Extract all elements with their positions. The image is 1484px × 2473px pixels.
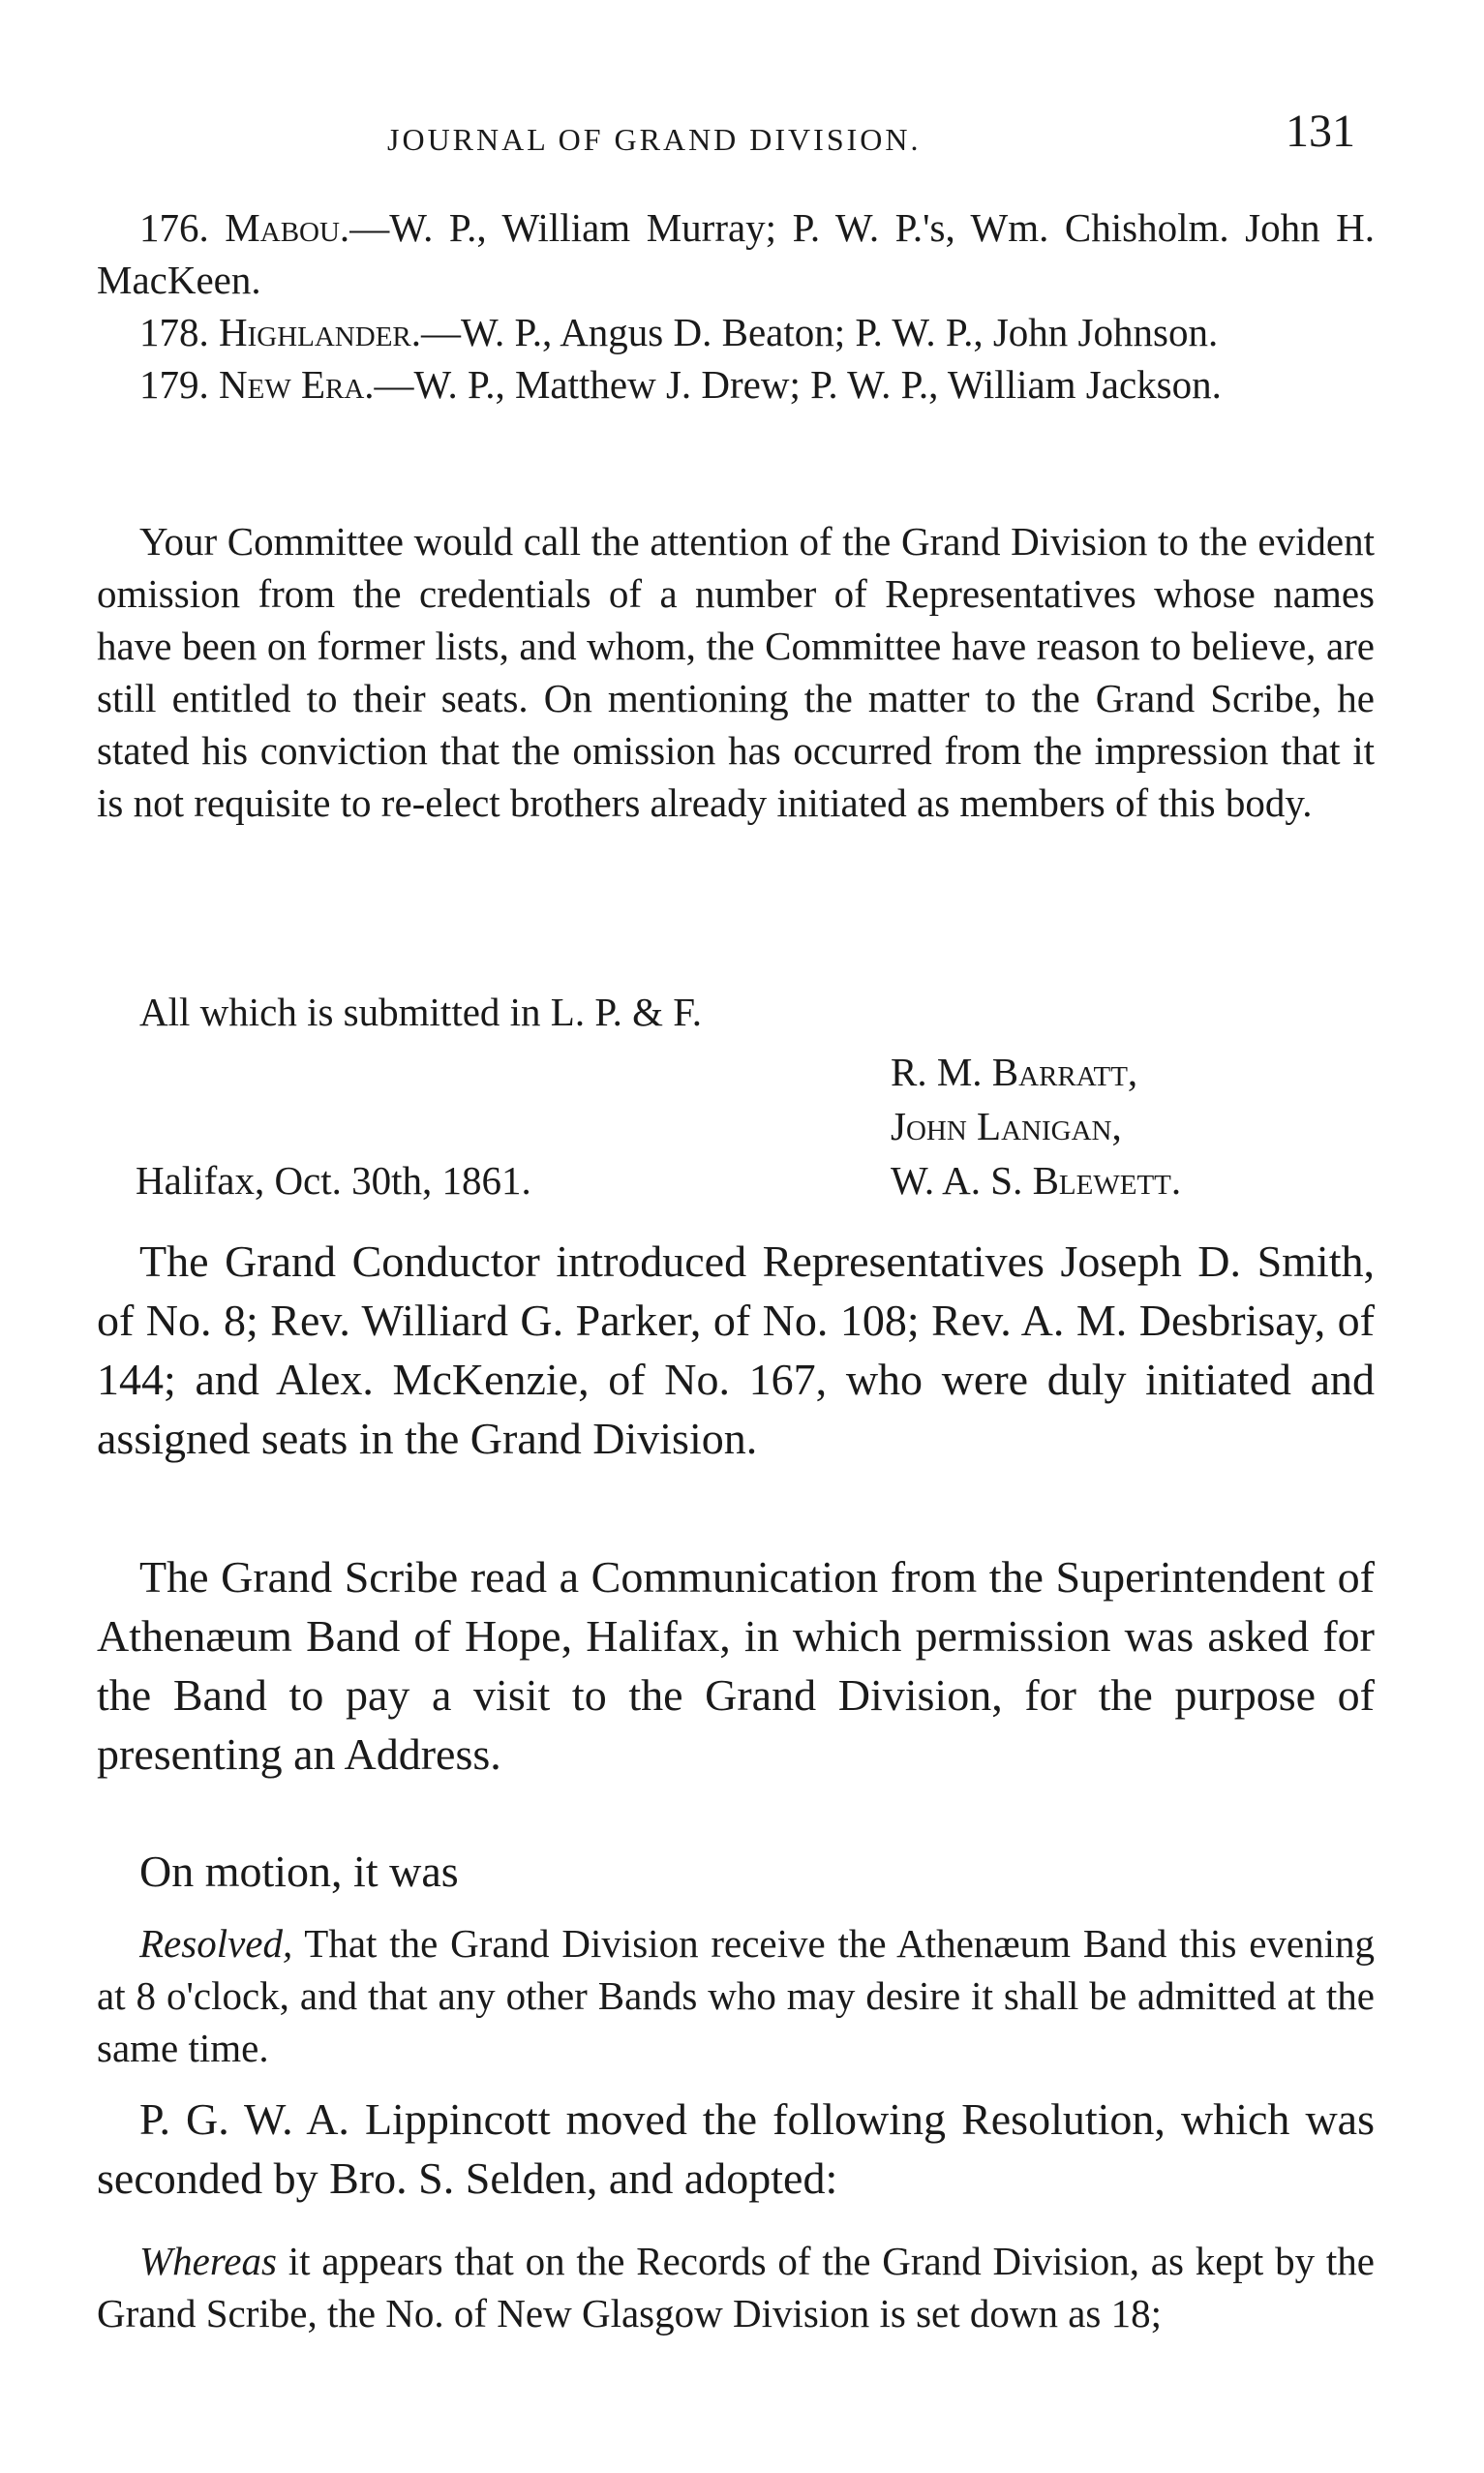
page-number: 131 xyxy=(1286,106,1355,157)
place-date: Halifax, Oct. 30th, 1861. xyxy=(136,1158,531,1203)
signatory: W. A. S. Blewett. xyxy=(891,1158,1182,1203)
whereas-word: Whereas xyxy=(139,2239,277,2283)
signatory: R. M. Barratt, xyxy=(891,1050,1138,1094)
resolved-paragraph: Resolved, That the Grand Division receive the Athenæum Band this evening at 8 o'clock, and that any other Bands who may desire it shall be admitted at the same time. xyxy=(97,1921,1375,2070)
lippincott-paragraph: P. G. W. A. Lippincott moved the following Resolution, which was seconded by Bro. S. Selden, and adopted: xyxy=(97,2094,1375,2203)
conductor-paragraph: The Grand Conductor introduced Representatives Joseph D. Smith, of No. 8; Rev. Williard G. Parker, of No. 108; Rev. A. M. Desbrisay, of 144; and Alex. McKenzie, of No. 167, who were duly initiated and assigned seats in the Grand Division. xyxy=(97,1236,1375,1463)
division-entry: 179. New Era.—W. P., Matthew J. Drew; P. W. P., William Jackson. xyxy=(139,362,1222,407)
motion-line: On motion, it was xyxy=(139,1847,459,1896)
committee-paragraph: Your Committee would call the attention of the Grand Division to the evident omission from the credentials of a number of Representatives whose names have been on former lists, and whom, the Committee have reason to believe, are still entitled to their seats. On mentioning the matter to the Grand Scribe, he stated his conviction that the omission has occurred from the impression that it is not requisite to re-elect brothers already initiated as members of this body. xyxy=(97,519,1375,825)
running-head xyxy=(97,105,1375,172)
division-list xyxy=(97,201,1375,411)
whereas-paragraph: Whereas it appears that on the Records of the Grand Division, as kept by the Grand Scribe, the No. of New Glasgow Division is set down as 18; xyxy=(97,2239,1375,2336)
submitted-line: All which is submitted in L. P. & F. xyxy=(139,990,703,1034)
division-entry: 176. Mabou.—W. P., William Murray; P. W. P.'s, Wm. Chisholm. John H. MacKeen. xyxy=(97,205,1376,302)
running-title: JOURNAL OF GRAND DIVISION. xyxy=(387,122,922,157)
division-entry: 178. Highlander.—W. P., Angus D. Beaton; P. W. P., John Johnson. xyxy=(139,310,1219,354)
signatory: John Lanigan, xyxy=(891,1104,1122,1148)
resolved-word: Resolved, xyxy=(139,1921,293,1966)
scribe-paragraph: The Grand Scribe read a Communication from the Superintendent of Athenæum Band of Hope, Halifax, in which permission was asked for the Band to pay a visit to the Grand Division, for the purpose of presenting an Address. xyxy=(97,1552,1375,1779)
